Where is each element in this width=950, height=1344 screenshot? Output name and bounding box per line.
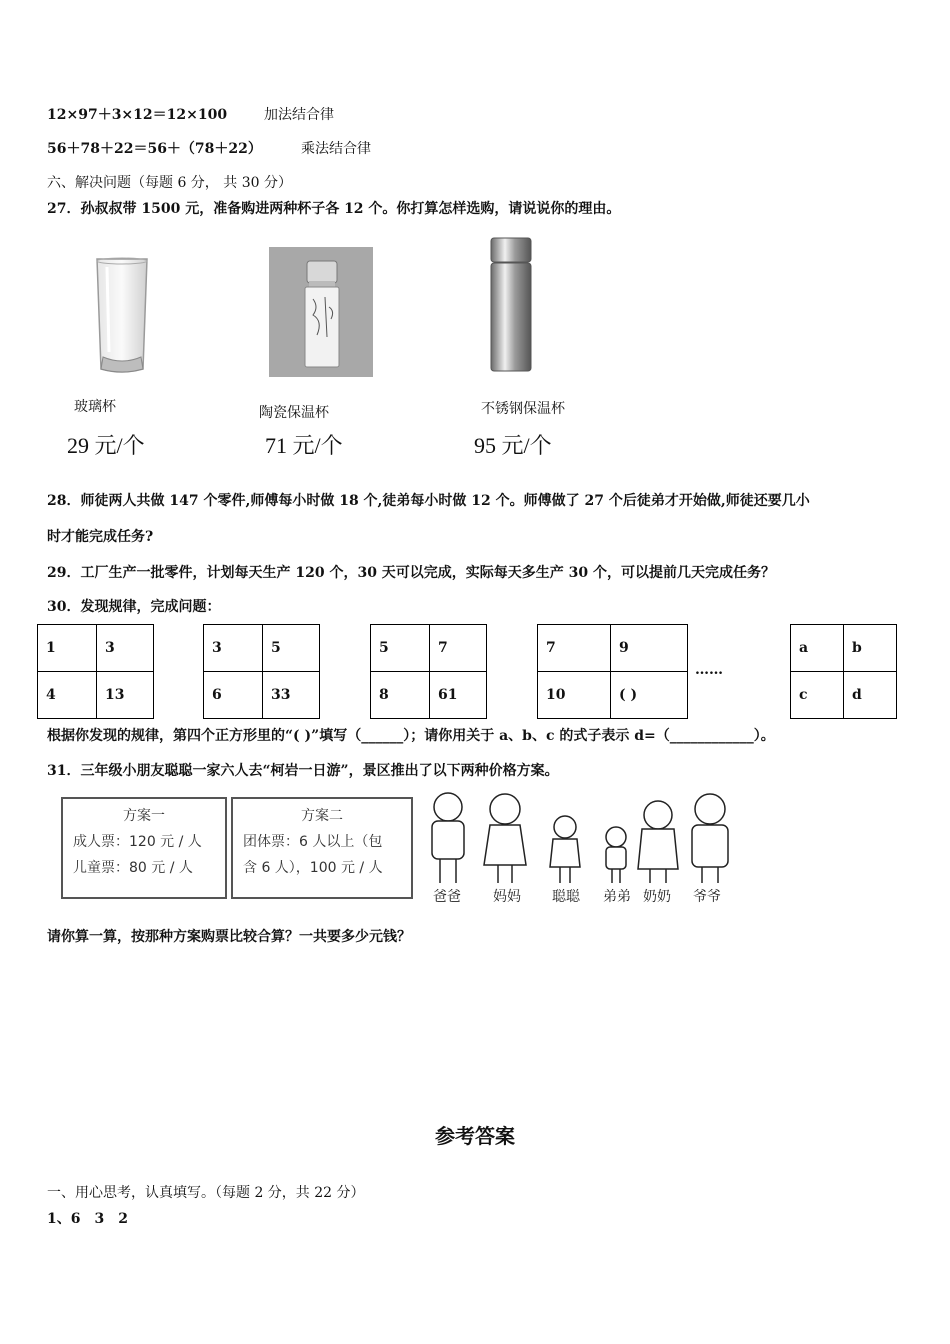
answer-section-1: 一、用心思考，认真填写。（每题 2 分，共 22 分） <box>47 1185 365 1201</box>
square-cell: 10 <box>538 672 611 719</box>
question-27: 27．孙叔叔带 1500 元，准备购进两种杯子各 12 个。你打算怎样选购，请说说你的理由。 <box>47 201 621 217</box>
steel-cup-icon <box>487 236 535 376</box>
question-28-line-2: 时才能完成任务? <box>47 529 154 545</box>
answer-title: 参考答案 <box>435 1124 515 1148</box>
square-cell: 6 <box>204 672 263 719</box>
plan-line: 成人票：120 元 / 人 <box>73 834 202 850</box>
square-cell: 7 <box>538 625 611 672</box>
dad-figure <box>432 793 464 883</box>
number-square-1 <box>37 624 154 719</box>
family-label-mom: 妈妈 <box>493 889 521 905</box>
law-label-1: 加法结合律 <box>264 107 334 123</box>
answer-1: 1、6 3 2 <box>47 1211 128 1227</box>
square-cell: 5 <box>263 625 320 672</box>
price-plan-one <box>61 797 227 899</box>
question-29: 29．工厂生产一批零件，计划每天生产 120 个，30 天可以完成，实际每天多生产 30 个，可以提前几天完成任务？ <box>47 565 776 581</box>
family-label-grandpa: 爷爷 <box>693 889 721 905</box>
brother-figure <box>606 827 626 883</box>
cup-label-glass: 玻璃杯 <box>74 399 116 415</box>
family-label-grandma: 奶奶 <box>643 889 671 905</box>
plan-line: 儿童票：80 元 / 人 <box>73 860 193 876</box>
grandpa-figure <box>692 794 728 883</box>
section-6-title: 六、解决问题（每题 6 分， 共 30 分） <box>47 175 292 191</box>
glass-cup-icon <box>95 257 149 377</box>
cup-price-ceramic: 71 元/个 <box>265 433 343 458</box>
family-label-brother: 弟弟 <box>603 889 631 905</box>
cup-label-steel: 不锈钢保温杯 <box>481 401 565 417</box>
family-label-dad: 爸爸 <box>433 889 461 905</box>
question-31-ask: 请你算一算，按那种方案购票比较合算？一共要多少元钱？ <box>47 929 411 945</box>
square-cell: b <box>844 625 897 672</box>
ceramic-cup-icon <box>269 247 373 377</box>
equation-line-2: 56＋78＋22＝56＋（78＋22） <box>47 141 262 157</box>
plan-title: 方案一 <box>123 808 165 824</box>
square-cell: d <box>844 672 897 719</box>
equation-line-1: 12×97＋3×12＝12×100 <box>47 107 228 123</box>
question-30-answer: 根据你发现的规律，第四个正方形里的“( )”填写（______）；请你用关于 a、b、c 的式子表示 d=（____________）。 <box>47 728 775 744</box>
square-cell: c <box>791 672 844 719</box>
family-illustration <box>420 785 740 885</box>
mom-figure <box>484 794 526 883</box>
square-cell: 13 <box>97 672 154 719</box>
plan-line: 含 6 人），100 元 / 人 <box>243 860 383 876</box>
number-square-2 <box>203 624 320 719</box>
question-30: 30．发现规律，完成问题： <box>47 599 221 615</box>
square-cell: 3 <box>97 625 154 672</box>
square-cell: a <box>791 625 844 672</box>
square-cell: 9 <box>611 625 688 672</box>
price-plan-two <box>231 797 413 899</box>
number-square-3 <box>370 624 487 719</box>
cup-price-glass: 29 元/个 <box>67 433 145 458</box>
square-cell: 3 <box>204 625 263 672</box>
cup-label-ceramic: 陶瓷保温杯 <box>259 405 329 421</box>
square-cell: 61 <box>430 672 487 719</box>
number-square-4 <box>537 624 688 719</box>
plan-title: 方案二 <box>301 808 343 824</box>
grandma-figure <box>638 801 678 883</box>
square-cell: 7 <box>430 625 487 672</box>
cup-price-steel: 95 元/个 <box>474 433 552 458</box>
ellipsis: …… <box>695 662 723 678</box>
square-cell: 33 <box>263 672 320 719</box>
number-square-general <box>790 624 897 719</box>
family-label-congcong: 聪聪 <box>552 889 580 905</box>
congcong-figure <box>550 816 580 883</box>
square-cell: 4 <box>38 672 97 719</box>
question-28-line-1: 28．师徒两人共做 147 个零件,师傅每小时做 18 个,徒弟每小时做 12 个。师傅做了 27 个后徒弟才开始做,师徒还要几小 <box>47 493 810 509</box>
square-cell: 8 <box>371 672 430 719</box>
plan-line: 团体票：6 人以上（包 <box>243 834 383 850</box>
law-label-2: 乘法结合律 <box>301 141 371 157</box>
square-cell: ( ) <box>611 672 688 719</box>
square-cell: 5 <box>371 625 430 672</box>
square-cell: 1 <box>38 625 97 672</box>
question-31: 31．三年级小朋友聪聪一家六人去“柯岩一日游”，景区推出了以下两种价格方案。 <box>47 763 559 779</box>
